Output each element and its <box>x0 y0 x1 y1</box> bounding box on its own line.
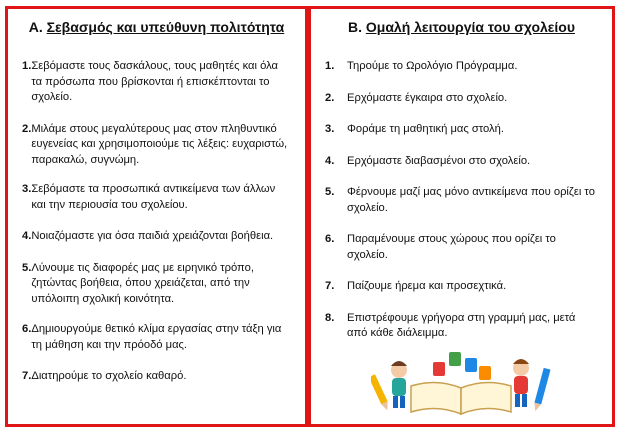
rule-number: 2. <box>325 91 335 104</box>
pencil-icon <box>532 368 550 412</box>
rule-item <box>22 261 291 308</box>
rule-text: Λύνουμε τις διαφορές μας με ειρηνικό τρόπο, ζητώντας βοήθεια, όπου χρειάζεται, από την υπόλοιπη σχολική κοινότητα. <box>31 261 254 305</box>
right-panel-title: Β. Ομαλή λειτουργία του σχολείου <box>347 19 576 35</box>
rule-text: Διατηρούμε το σχολείο καθαρό. <box>31 370 187 382</box>
children-reading-book-illustration <box>371 340 551 416</box>
rule-number: 2. <box>22 122 32 135</box>
left-rules-list <box>22 59 291 385</box>
letter-block-icon <box>433 362 445 376</box>
rule-number: 1. <box>22 60 32 72</box>
rule-number: 6. <box>22 323 32 335</box>
child-right-icon <box>513 359 529 407</box>
rule-text: Φέρνουμε μαζί μας μόνο αντικείμενα που ορίζει το σχολείο. <box>347 186 595 214</box>
rule-item <box>325 59 598 75</box>
rule-text: Επιστρέφουμε γρήγορα στη γραμμή μας, μετά από κάθε διάλειμμα. <box>347 311 576 339</box>
rule-text: Παίζουμε ήρεμα και προσεχτικά. <box>347 280 507 292</box>
rule-item <box>325 185 598 216</box>
rule-item <box>325 122 598 138</box>
letter-block-icon <box>449 352 461 366</box>
rule-number: 3. <box>325 123 335 135</box>
left-panel <box>5 6 308 427</box>
rule-item <box>325 311 598 342</box>
rule-item <box>22 229 291 245</box>
rule-item <box>22 182 291 213</box>
rule-number: 7. <box>325 280 335 292</box>
rule-text: Παραμένουμε στους χώρους που ορίζει το σχολείο. <box>347 233 556 261</box>
rule-item <box>22 122 291 169</box>
rule-number: 7. <box>22 370 32 382</box>
pencil-icon <box>371 374 391 411</box>
rule-text: Τηρούμε το Ωρολόγιο Πρόγραμμα. <box>347 60 518 72</box>
rule-number: 6. <box>325 233 335 245</box>
rule-text: Σεβόμαστε τους δασκάλους, τους μαθητές και όλα τα πρόσωπα που βρίσκονται ή επισκέπτονται το σχολείο. <box>31 60 279 103</box>
rule-text: Ερχόμαστε διαβασμένοι στο σχολείο. <box>347 154 531 167</box>
child-left-icon <box>391 361 407 408</box>
open-book-icon <box>411 382 511 414</box>
rule-text: Φοράμε τη μαθητική μας στολή. <box>347 123 504 135</box>
rule-number: 5. <box>22 261 32 274</box>
rule-item <box>325 232 598 263</box>
left-panel-title: Α. Σεβασμός και υπεύθυνη πολιτότητα <box>28 19 285 35</box>
rule-item <box>325 91 598 107</box>
rule-text: Σεβόμαστε τα προσωπικά αντικείμενα των άλλων και την περιουσία του σχολείου. <box>31 183 276 211</box>
rule-number: 5. <box>325 186 335 198</box>
rule-text: Μιλάμε στους μεγαλύτερους μας στον πληθυντικό ευγενείας και χρησιμοποιούμε τις λέξεις: ευχαριστώ, παρακαλώ, συγνώμη. <box>31 122 288 166</box>
right-rules-list <box>325 59 598 342</box>
rule-number: 1. <box>325 60 335 72</box>
rule-item <box>325 279 598 295</box>
rule-text: Δημιουργούμε θετικό κλίμα εργασίας στην τάξη για τη μάθηση και την πρόοδό μας. <box>31 323 282 351</box>
rule-number: 4. <box>22 230 32 242</box>
rule-item <box>22 59 291 106</box>
rule-number: 3. <box>22 183 32 195</box>
rule-item <box>325 154 598 170</box>
right-panel <box>308 6 615 427</box>
rule-text: Ερχόμαστε έγκαιρα στο σχολείο. <box>347 91 508 104</box>
rule-number: 8. <box>325 311 335 324</box>
rule-item <box>22 369 291 385</box>
rule-text: Νοιαζόμαστε για όσα παιδιά χρειάζονται βοήθεια. <box>31 230 274 242</box>
letter-block-icon <box>479 366 491 380</box>
rule-item <box>22 322 291 353</box>
rule-number: 4. <box>325 154 335 167</box>
letter-block-icon <box>465 358 477 372</box>
